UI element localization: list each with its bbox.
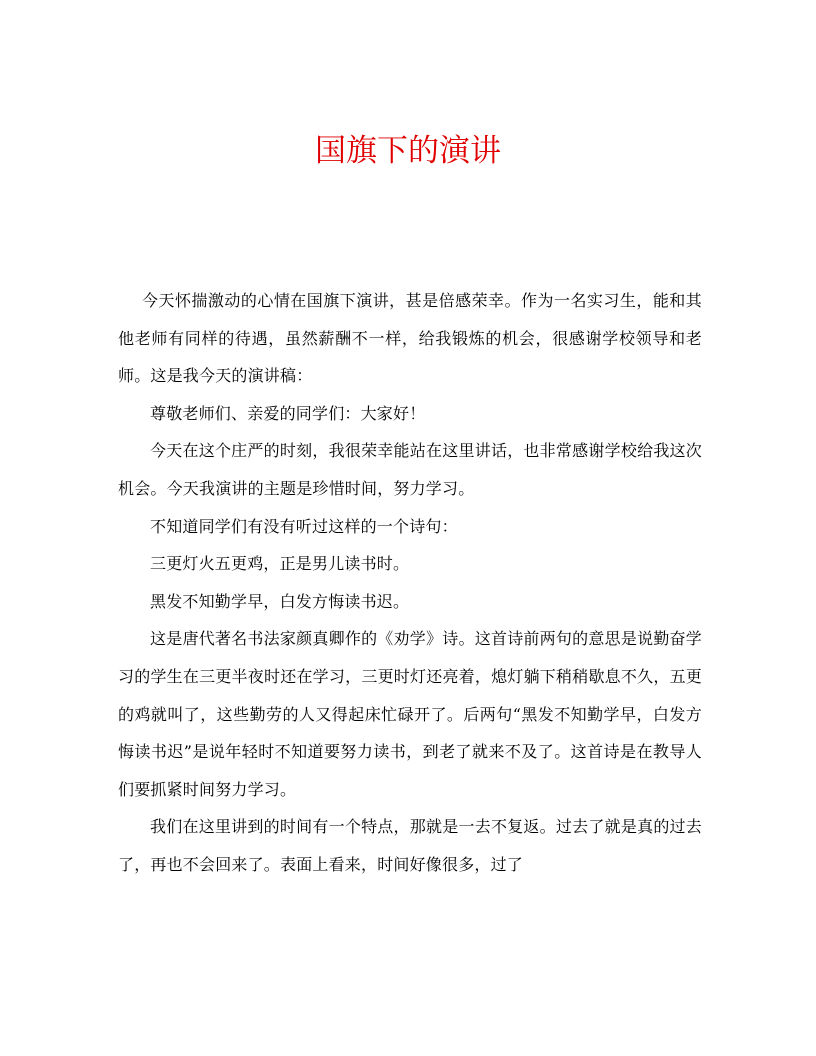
paragraph: 今天在这个庄严的时刻，我很荣幸能站在这里讲话，也非常感谢学校给我这次机会。今天我演讲的主题是珍惜时间，努力学习。 <box>118 441 702 498</box>
document-title: 国旗下的演讲 <box>315 132 501 169</box>
paragraph: 我们在这里讲到的时间有一个特点，那就是一去不复返。过去了就是真的过去了，再也不会回来了。表面上看来，时间好像很多，过了 <box>118 817 702 874</box>
paragraph: 黑发不知勤学早，白发方悔读书迟。 <box>150 591 410 611</box>
paragraph: 尊敬老师们、亲爱的同学们：大家好！ <box>150 403 426 423</box>
paragraph: 不知道同学们有没有听过这样的一个诗句： <box>150 516 458 536</box>
paragraph: 三更灯火五更鸡，正是男儿读书时。 <box>150 554 410 574</box>
paragraph: 今天怀揣激动的心情在国旗下演讲，甚是倍感荣幸。作为一名实习生，能和其他老师有同样的待遇，虽然薪酬不一样，给我锻炼的机会，很感谢学校领导和老师。这是我今天的演讲稿： <box>118 291 702 386</box>
document-body <box>118 282 702 884</box>
paragraph: 这是唐代著名书法家颜真卿作的《劝学》诗。这首诗前两句的意思是说勤奋学习的学生在三更半夜时还在学习，三更时灯还亮着，熄灯躺下稍稍歇息不久，五更的鸡就叫了，这些勤劳的人又得起床忙碌开了。后两句“黑发不知勤学早，白发方悔读书迟”是说年轻时不知道要努力读书，到老了就来不及了。这首诗是在教导人们要抓紧时间努力学习。 <box>118 629 702 799</box>
